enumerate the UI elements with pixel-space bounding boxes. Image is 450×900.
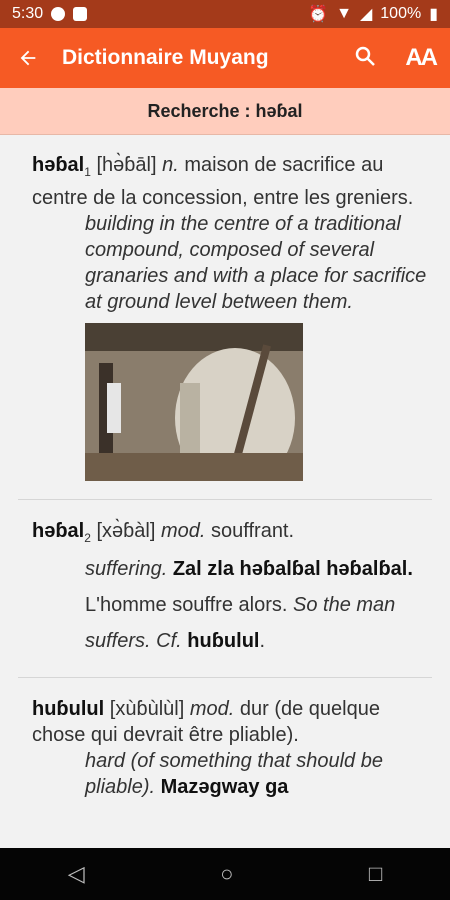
wifi-icon: ▼ [336, 5, 352, 22]
english-definition: hard (of something that should be pliable). [85, 750, 383, 798]
example-sentence: Mazəgway ga [160, 776, 289, 798]
pronunciation: [xùɓùlùl] [109, 698, 185, 720]
signal-icon: ◢ [359, 6, 373, 23]
battery-level: 100% [380, 5, 422, 22]
notification-icon [51, 7, 65, 21]
back-nav-icon[interactable]: ◁ [67, 861, 85, 886]
app-notification-icon [73, 7, 87, 21]
part-of-speech: n. [162, 154, 179, 176]
recents-nav-icon[interactable]: □ [368, 861, 383, 886]
part-of-speech: mod. [189, 698, 235, 720]
entry-list[interactable] [0, 134, 450, 848]
homograph-number: 2 [84, 531, 91, 545]
english-definition: building in the centre of a traditional compound, composed of several granaries and with a place for sacrifice at ground level between them. [85, 213, 427, 313]
french-definition: souffrant. [211, 520, 295, 542]
cross-reference-link[interactable]: huɓulul [187, 630, 260, 652]
status-bar [0, 0, 450, 28]
french-definition: maison de sacrifice au centre de la concession, entre les greniers. [32, 154, 414, 209]
homograph-number: 1 [84, 165, 91, 179]
dictionary-entry-2[interactable]: həɓal$_2$ [xə̀ɓàl] mod. souffrant. suffering. Zal zla həɓalɓal həɓalɓal. L'homme souffre alors. So the man suffers. Cf. huɓulul. [18, 500, 432, 678]
font-size-button[interactable]: AA [405, 44, 436, 71]
english-definition: suffering. [85, 558, 168, 580]
navigation-bar [0, 848, 450, 900]
entry-photo [85, 323, 303, 481]
alarm-icon: ⏰ [308, 6, 329, 23]
app-bar [0, 28, 450, 88]
search-header: Recherche : həɓal [0, 88, 450, 135]
pronunciation: [hə̀ɓāl] [96, 154, 157, 176]
pronunciation: [xə̀ɓàl] [96, 520, 156, 542]
back-arrow-icon[interactable] [14, 44, 42, 72]
home-nav-icon[interactable]: ○ [220, 861, 234, 886]
headword: həɓal [32, 520, 85, 542]
example-french: L'homme souffre alors. [85, 594, 288, 616]
headword: huɓulul [32, 698, 105, 720]
status-time: 5:30 [12, 5, 44, 22]
part-of-speech: mod. [161, 520, 206, 542]
french-definition: dur (de quelque chose qui devrait être pliable). [32, 698, 380, 746]
battery-icon: ▮ [429, 6, 438, 23]
dictionary-entry-3[interactable] [18, 678, 432, 818]
search-icon[interactable] [353, 44, 377, 73]
dictionary-entry-1[interactable] [18, 134, 432, 500]
headword: həɓal [32, 154, 85, 176]
app-title: Dictionnaire Muyang [62, 46, 269, 69]
example-sentence: Zal zla həɓalɓal həɓalɓal. [172, 558, 413, 580]
cross-reference-label: Cf. [156, 630, 182, 652]
example-english: So the man suffers. [85, 594, 396, 652]
